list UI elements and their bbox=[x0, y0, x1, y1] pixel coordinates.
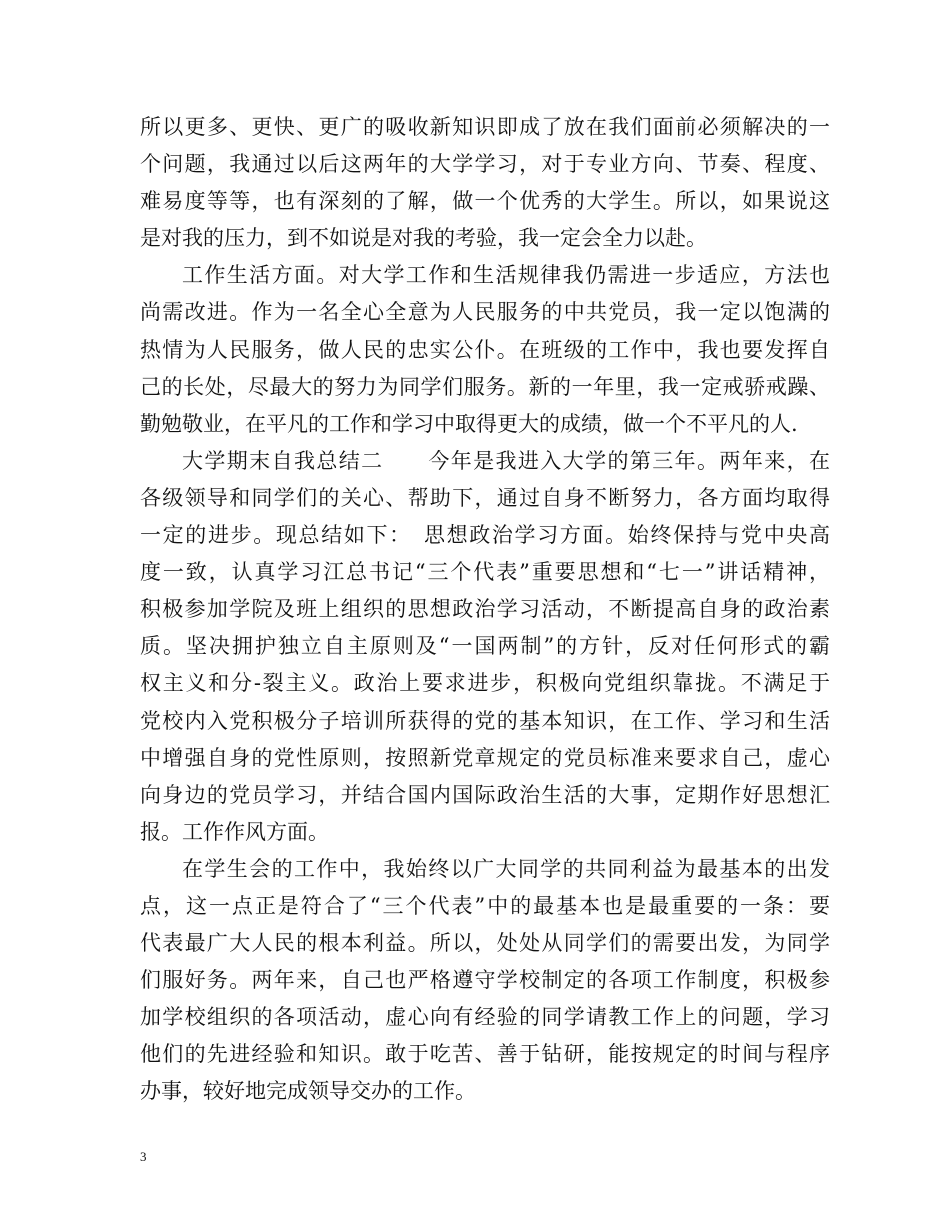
text-line: 代表最广大人民的根本利益。所以，处处从同学们的需要出发，为同学 bbox=[140, 931, 830, 956]
text-line: 大学期末自我总结二 今年是我进入大学的第三年。两年来，在 bbox=[182, 448, 830, 473]
text-line: 勤勉敬业，在平凡的工作和学习中取得更大的成绩，做一个不平凡的人. bbox=[140, 411, 798, 436]
text-line: 质。坚决拥护独立自主原则及“一国两制”的方针，反对任何形式的霸 bbox=[140, 634, 830, 659]
text-line: 报。工作作风方面。 bbox=[140, 819, 329, 844]
text-line: 党校内入党积极分子培训所获得的党的基本知识，在工作、学习和生活 bbox=[140, 708, 830, 733]
text-line: 各级领导和同学们的关心、帮助下，通过自身不断努力，各方面均取得 bbox=[140, 485, 830, 510]
text-line: 己的长处，尽最大的努力为同学们服务。新的一年里，我一定戒骄戒躁、 bbox=[140, 374, 830, 399]
text-line: 度一致，认真学习江总书记“三个代表”重要思想和“七一”讲话精神， bbox=[140, 560, 830, 585]
text-line: 工作生活方面。对大学工作和生活规律我仍需进一步适应，方法也 bbox=[182, 263, 830, 288]
text-line: 向身边的党员学习，并结合国内国际政治生活的大事，定期作好思想汇 bbox=[140, 782, 830, 807]
text-line: 中增强自身的党性原则，按照新党章规定的党员标准来要求自己，虚心 bbox=[140, 745, 830, 770]
text-line: 尚需改进。作为一名全心全意为人民服务的中共党员，我一定以饱满的 bbox=[140, 300, 830, 325]
text-line: 他们的先进经验和知识。敢于吃苦、善于钻研，能按规定的时间与程序 bbox=[140, 1042, 830, 1067]
text-line: 们服好务。两年来，自己也严格遵守学校制定的各项工作制度，积极参 bbox=[140, 968, 830, 993]
text-line: 积极参加学院及班上组织的思想政治学习活动，不断提高自身的政治素 bbox=[140, 597, 830, 622]
text-line: 办事，较好地完成领导交办的工作。 bbox=[140, 1079, 476, 1104]
text-line: 是对我的压力，到不如说是对我的考验，我一定会全力以赴。 bbox=[140, 226, 707, 251]
page-number: 3 bbox=[140, 1149, 147, 1164]
text-line: 热情为人民服务，做人民的忠实公仆。在班级的工作中，我也要发挥自 bbox=[140, 337, 830, 362]
text-line: 权主义和分-裂主义。政治上要求进步，积极向党组织靠拢。不满足于 bbox=[140, 671, 830, 696]
text-line: 难易度等等，也有深刻的了解，做一个优秀的大学生。所以，如果说这 bbox=[140, 189, 830, 214]
body-text bbox=[140, 109, 830, 1111]
text-line: 所以更多、更快、更广的吸收新知识即成了放在我们面前必须解决的一 bbox=[140, 115, 830, 139]
text-line: 加学校组织的各项活动，虚心向有经验的同学请教工作上的问题，学习 bbox=[140, 1005, 830, 1030]
text-line: 点，这一点正是符合了“三个代表”中的最基本也是最重要的一条：要 bbox=[140, 893, 830, 918]
text-line: 一定的进步。现总结如下： 思想政治学习方面。始终保持与党中央高 bbox=[140, 523, 830, 548]
text-line: 在学生会的工作中，我始终以广大同学的共同利益为最基本的出发 bbox=[182, 856, 830, 881]
text-line: 个问题，我通过以后这两年的大学学习，对于专业方向、节奏、程度、 bbox=[140, 152, 830, 177]
